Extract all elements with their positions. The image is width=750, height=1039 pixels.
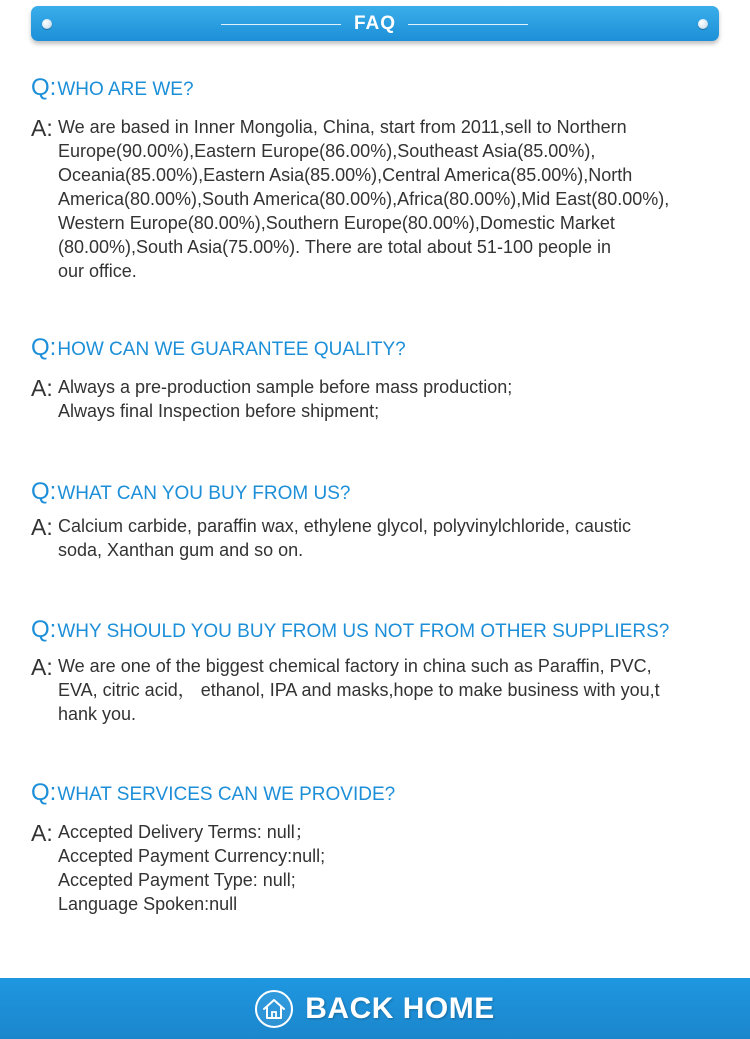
answer-text: We are based in Inner Mongolia, China, start from 2011,sell to Northern Europe(90.00%),Eastern Europe(86.00%),Southeast Asia(85.00%), Oceania(85.00%),Eastern Asia(85.00%),Central America(85.00%),North America(80.00%),South America(80.00%),Africa(80.00%),Mid East(80.00%), Western Europe(80.00%),Southern Europe(80.00%),Domestic Market (80.00%),South Asia(75.00%). There are total about 51-100 people in our office. <box>58 117 670 281</box>
pin-dot-right-icon <box>698 19 708 29</box>
back-home-label[interactable]: BACK HOME <box>305 991 495 1025</box>
question-row <box>31 779 721 807</box>
question-text: WHO ARE WE? <box>57 79 194 100</box>
faq-header-bar <box>31 6 719 41</box>
answer-row <box>31 115 721 283</box>
answer-row <box>31 654 721 726</box>
divider-line-right <box>408 24 528 25</box>
answer-row <box>31 375 721 423</box>
question-text: HOW CAN WE GUARANTEE QUALITY? <box>57 339 406 360</box>
question-row <box>31 334 721 362</box>
answer-mark-label: A: <box>31 820 53 846</box>
answer-mark-label: A: <box>31 514 53 540</box>
answer-mark-label: A: <box>31 115 53 141</box>
question-text: WHAT SERVICES CAN WE PROVIDE? <box>57 784 396 805</box>
answer-text: Accepted Delivery Terms: null； Accepted Payment Currency:null; Accepted Payment Type: null; Language Spoken:null <box>58 822 326 914</box>
question-mark-label: Q: <box>31 616 57 643</box>
faq-item-services <box>31 779 721 916</box>
answer-row <box>31 820 721 916</box>
question-row <box>31 616 721 644</box>
faq-item-why-us <box>31 616 721 726</box>
home-icon[interactable] <box>255 990 293 1028</box>
question-mark-label: Q: <box>31 478 57 505</box>
question-mark-label: Q: <box>31 779 57 806</box>
question-row <box>31 74 721 102</box>
question-text: WHAT CAN YOU BUY FROM US? <box>57 483 351 504</box>
answer-text: Always a pre-production sample before mass production; Always final Inspection before shipment; <box>58 377 513 421</box>
question-mark-label: Q: <box>31 334 57 361</box>
answer-mark-label: A: <box>31 654 53 680</box>
question-mark-label: Q: <box>31 74 57 101</box>
answer-row <box>31 514 721 562</box>
question-row <box>31 478 721 506</box>
faq-item-who-are-we <box>31 74 721 283</box>
question-text: WHY SHOULD YOU BUY FROM US NOT FROM OTHER SUPPLIERS? <box>57 621 670 642</box>
answer-text: We are one of the biggest chemical factory in china such as Paraffin, PVC, EVA, citric acid， ethanol, IPA and masks,hope to make business with you,t hank you. <box>58 656 660 724</box>
answer-mark-label: A: <box>31 375 53 401</box>
back-home-button[interactable] <box>0 978 750 1039</box>
faq-item-quality <box>31 334 721 423</box>
faq-item-what-to-buy <box>31 478 721 562</box>
answer-text: Calcium carbide, paraffin wax, ethylene glycol, polyvinylchloride, caustic soda, Xanthan gum and so on. <box>58 516 631 560</box>
faq-title: FAQ <box>353 13 397 34</box>
